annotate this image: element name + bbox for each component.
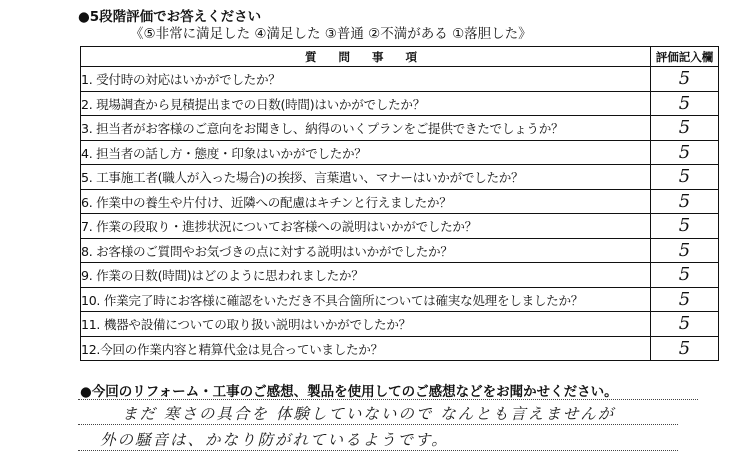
table-row — [81, 189, 719, 214]
question-text: 6. 作業中の養生や片付け、近隣への配慮はキチンと行えましたか？ — [81, 189, 651, 214]
table-row — [81, 165, 719, 190]
rating-cell — [651, 189, 719, 214]
question-text: 8. お客様のご質問やお気づきの点に対する説明はいかがでしたか？ — [81, 238, 651, 263]
rating-cell — [651, 140, 719, 165]
table-row — [81, 238, 719, 263]
handwritten-rating: 5 — [678, 288, 691, 310]
comment-rule-line — [78, 450, 678, 451]
handwritten-rating: 5 — [678, 215, 691, 237]
question-text: 1. 受付時の対応はいかがでしたか？ — [81, 67, 651, 92]
question-text: 11. 機器や設備についての取り扱い説明はいかがでしたか？ — [81, 312, 651, 337]
table-row — [81, 67, 719, 92]
rating-column-header: 評価記入欄 — [651, 47, 719, 67]
handwritten-comment-line-1: まだ 寒さの具合を 体験していないので なんとも言えませんが — [122, 405, 616, 423]
rating-cell — [651, 214, 719, 239]
question-text: 10. 作業完了時にお客様に確認をいただき不具合箇所については確実な処理をしましたか？ — [81, 287, 651, 312]
table-row — [81, 287, 719, 312]
table-row — [81, 91, 719, 116]
question-text: 5. 工事施工者(職人が入った場合)の挨拶、言葉遣い、マナーはいかがでしたか？ — [81, 165, 651, 190]
table-row — [81, 140, 719, 165]
handwritten-comment-line-2: 外の騒音は、かなり防がれているようです。 — [100, 431, 449, 449]
rating-cell — [651, 238, 719, 263]
question-text: 12.今回の作業内容と精算代金は見合っていましたか？ — [81, 336, 651, 361]
table-header-row — [81, 47, 719, 67]
handwritten-rating: 5 — [678, 92, 691, 114]
handwritten-rating: 5 — [678, 239, 691, 261]
question-column-header: 質 問 事 項 — [81, 47, 651, 67]
rating-cell — [651, 91, 719, 116]
handwritten-rating: 5 — [678, 313, 691, 335]
handwritten-rating: 5 — [678, 190, 691, 212]
table-row — [81, 263, 719, 288]
handwritten-rating: 5 — [678, 264, 691, 286]
rating-cell — [651, 336, 719, 361]
handwritten-rating: 5 — [678, 68, 691, 90]
rating-scale-legend: 《⑤非常に満足した ④満足した ③普通 ②不満がある ①落胆した》 — [130, 26, 532, 42]
rating-cell — [651, 67, 719, 92]
rating-cell — [651, 263, 719, 288]
handwritten-rating: 5 — [678, 141, 691, 163]
handwritten-rating: 5 — [678, 166, 691, 188]
table-row — [81, 336, 719, 361]
handwritten-rating: 5 — [678, 337, 691, 359]
comment-prompt: ●今回のリフォーム・工事のご感想、製品を使用してのご感想などをお聞かせください。 — [80, 384, 618, 400]
question-text: 2. 現場調査から見積提出までの日数(時間)はいかがでしたか？ — [81, 91, 651, 116]
rating-cell — [651, 312, 719, 337]
handwritten-rating: 5 — [678, 117, 691, 139]
table-row — [81, 312, 719, 337]
rating-cell — [651, 165, 719, 190]
question-text: 3. 担当者がお客様のご意向をお聞きし、納得のいくプランをご提供できたでしょうか？ — [81, 116, 651, 141]
question-text: 4. 担当者の話し方・態度・印象はいかがでしたか？ — [81, 140, 651, 165]
question-text: 9. 作業の日数(時間)はどのように思われましたか？ — [81, 263, 651, 288]
table-row — [81, 116, 719, 141]
section-title: ●5段階評価でお答えください — [78, 9, 262, 25]
rating-cell — [651, 287, 719, 312]
rating-cell — [651, 116, 719, 141]
question-text: 7. 作業の段取り・進捗状況についてお客様への説明はいかがでしたか？ — [81, 214, 651, 239]
table-row — [81, 214, 719, 239]
comment-rule-line — [78, 399, 698, 400]
comment-rule-line — [78, 424, 678, 425]
survey-table — [80, 46, 719, 361]
